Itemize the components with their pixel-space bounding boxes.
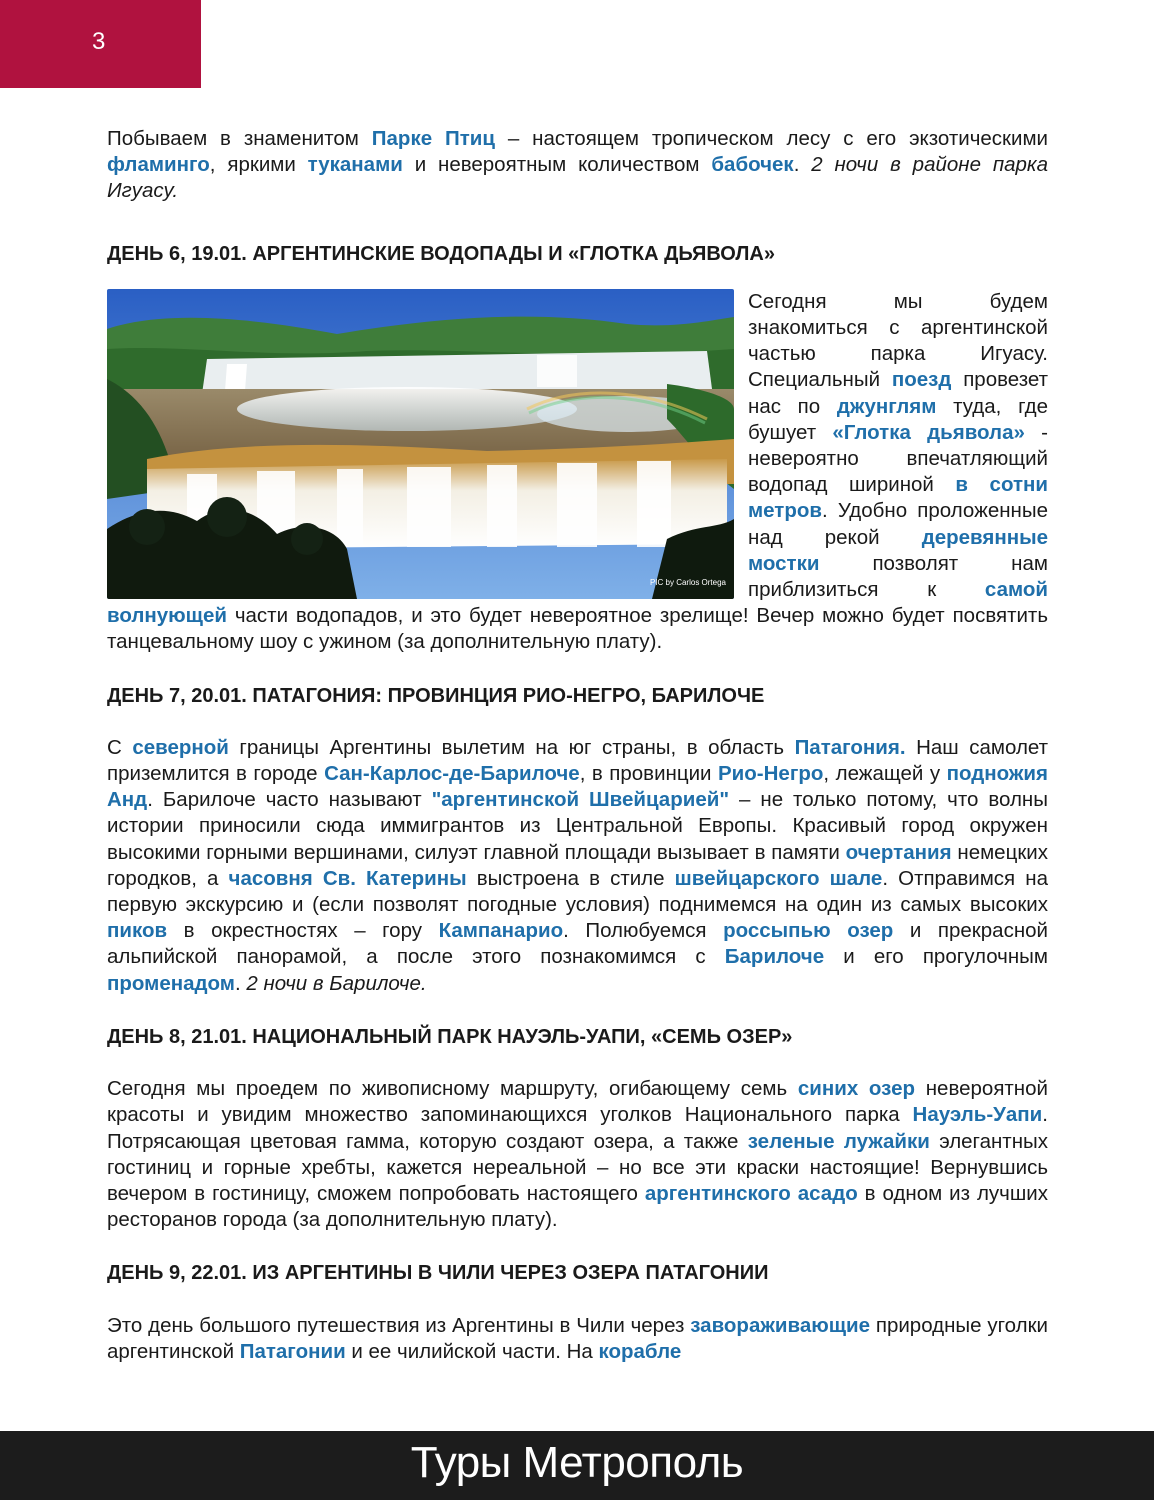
- keyword: деревянные мостки: [748, 525, 1048, 575]
- waterfall-photo: [107, 289, 734, 599]
- keyword: северной: [132, 735, 229, 759]
- keyword: Сан-Карлос-де-Барилоче: [324, 762, 580, 786]
- keyword: завораживающие: [690, 1313, 871, 1337]
- document-body: [107, 126, 1048, 1365]
- day9-heading: ДЕНЬ 9, 22.01. ИЗ АРГЕНТИНЫ В ЧИЛИ ЧЕРЕЗ ОЗЕРА ПАТАГОНИИ: [107, 1262, 769, 1285]
- day9-paragraph: Это день большого путешествия из Аргентины в Чили через завораживающие природные уголки аргентинской Патагонии и ее чилийской части. На корабле: [107, 1313, 1048, 1363]
- keyword: аргентинского асадо: [644, 1181, 858, 1205]
- keyword: корабле: [598, 1339, 682, 1363]
- footer-banner: [0, 1431, 1154, 1500]
- keyword: поезд: [891, 368, 952, 392]
- page-number-tab: [0, 0, 201, 88]
- day7-paragraph: С северной границы Аргентины вылетим на юг страны, в область Патагония. Наш самолет приземлится в городе Сан-Карлос-де-Барилоче, в провинции Рио-Негро, лежащей у подножия Анд. Барилоче часто называют "аргентинской Швейцарией" – не только потому, что волны истории приносили сюда иммигрантов из Центральной Европы. Красивый город окружен высокими горными вершинами, силуэт главной площади вызывает в памяти очертания немецких городков, а часовня Св. Катерины выстроена в стиле швейцарского шале. Отправимся на первую экскурсию и (если позволят погодные условия) поднимемся на один из самых высоких пиков в окрестностях – гору Кампанарио. Полюбуемся россыпью озер и прекрасной альпийской панорамой, а после этого познакомимся с Барилоче и его прогулочным променадом. 2 ночи в Барилоче.: [107, 735, 1049, 995]
- keyword: бабочек: [711, 153, 794, 177]
- day6-paragraph: Сегодня мы будем знакомиться с аргентинской частью парка Игуасу. Специальный поезд провезет нас по джунглям туда, где бушует «Глотка дьявола» - невероятно впечатляющий водопад шириной в сотни метров. Удобно проложенные над рекой деревянные мостки позволят нам приблизиться к самой волнующей части водопадов, и это будет невероятное зрелище! Вечер можно будет посвятить танцевальному шоу с ужином (за дополнительную плату).: [107, 289, 1048, 654]
- day7-heading: ДЕНЬ 7, 20.01. ПАТАГОНИЯ: ПРОВИНЦИЯ РИО-НЕГРО, БАРИЛОЧЕ: [107, 684, 765, 707]
- keyword: пиков: [107, 919, 168, 943]
- photo-credit: PIC by Carlos Ortega: [649, 577, 726, 587]
- keyword: джунглям: [836, 394, 937, 418]
- keyword: часовня Св. Катерины: [228, 866, 467, 890]
- keyword: Науэль-Уапи: [912, 1103, 1043, 1127]
- keyword: Патагония.: [794, 735, 906, 759]
- day6-heading: ДЕНЬ 6, 19.01. АРГЕНТИНСКИЕ ВОДОПАДЫ И «ГЛОТКА ДЬЯВОЛА»: [107, 242, 775, 265]
- keyword: променадом: [107, 971, 235, 995]
- day8-heading: ДЕНЬ 8, 21.01. НАЦИОНАЛЬНЫЙ ПАРК НАУЭЛЬ-УАПИ, «СЕМЬ ОЗЕР»: [107, 1025, 793, 1048]
- keyword: в сотни метров: [748, 473, 1048, 523]
- keyword: «Глотка дьявола»: [832, 420, 1025, 444]
- keyword: Патагонии: [239, 1339, 346, 1363]
- day8-paragraph: Сегодня мы проедем по живописному маршруту, огибающему семь синих озер невероятной красоты и увидим множество запоминающихся уголков Национального парка Науэль-Уапи. Потрясающая цветовая гамма, которую создают озера, а также зеленые лужайки элегантных гостиниц и горные хребты, кажется нереальной – но все эти краски настоящие! Вернувшись вечером в гостиницу, сможем попробовать настоящего аргентинского асадо в одном из лучших ресторанов города (за дополнительную плату).: [107, 1077, 1049, 1232]
- keyword: очертания: [845, 840, 952, 864]
- overnight-note: 2 ночи в Барилоче.: [246, 971, 427, 995]
- intro-paragraph: Побываем в знаменитом Парке Птиц – настоящем тропическом лесу с его экзотическими фламинго, яркими туканами и невероятным количеством бабочек. 2 ночи в районе парка Игуасу.: [107, 127, 1049, 203]
- page-number: 3: [92, 28, 106, 55]
- keyword: подножия Анд: [107, 762, 1048, 812]
- keyword: зеленые лужайки: [747, 1129, 930, 1153]
- overnight-note: 2 ночи в районе парка Игуасу.: [107, 153, 1048, 203]
- keyword: Барилоче: [724, 945, 825, 969]
- keyword: "аргентинской Швейцарией": [431, 788, 730, 812]
- keyword: самой волнующей: [107, 578, 1048, 628]
- keyword: Кампанарио: [438, 919, 564, 943]
- keyword: россыпью озер: [723, 919, 894, 943]
- keyword: синих озер: [797, 1077, 916, 1101]
- keyword: Рио-Негро: [718, 762, 824, 786]
- keyword: туканами: [307, 153, 403, 177]
- waterfall-illustration: [107, 289, 734, 599]
- keyword: Парке Птиц: [371, 127, 495, 150]
- keyword: фламинго: [107, 153, 210, 177]
- footer-brand: Туры Метрополь: [410, 1438, 744, 1487]
- keyword: швейцарского шале: [674, 866, 883, 890]
